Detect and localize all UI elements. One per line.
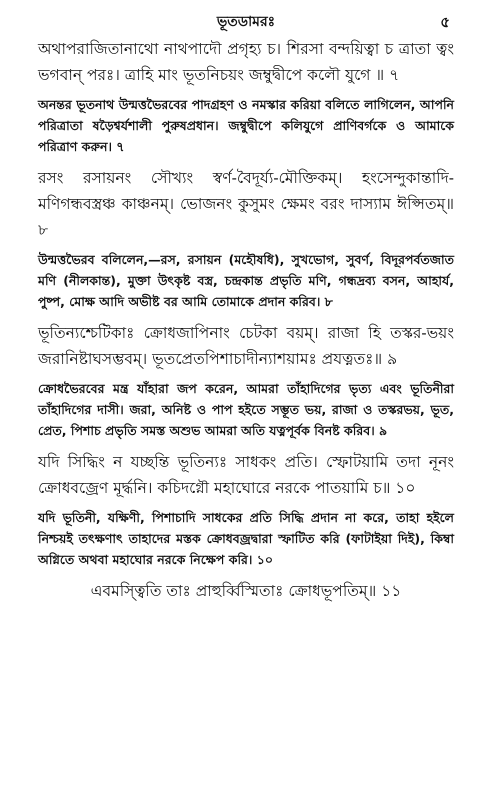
bengali-translation-7: অনন্তর ভূতনাথ উন্মত্তভৈরবের পাদগ্রহণ ও নমস্কার করিয়া বলিতে লাগিলেন, আপনি পরিত্রাতা ষড়ৈশ্বর্যশালী পুরুষপ্রধান। জম্বুদ্বীপে কলিযুগে প্রাণিবর্গকে ও আমাকে পরিত্রাণ করুন। ৭ [38,97,454,154]
sanskrit-verse-10: যদি সিদ্ধিং ন যচ্ছন্তি ভূতিন্যঃ সাধকং প্রতি। স্ফোটয়ামি তদা নূনং ক্রোধবজ্রেণ মূর্দ্ধনি। কচিদগ্নৌ মহাঘোরে নরকে পাতয়ামি চ॥ ১০ [38,453,454,497]
sanskrit-verse-9: ভূতিন্যশ্চেটিকাঃ ক্রোধজাপিনাং চেটকা বয়ম্‌। রাজা হি তস্কর-ভয়ং জরানিষ্টাঘসম্ভবম্‌। ভূতপ্রেতপিশাচাদীন্যাশয়ামঃ প্রযত্নতঃ॥ ৯ [38,324,454,368]
page-number: ৫ [440,13,450,31]
bengali-translation-10: যদি ভূতিনী, যক্ষিণী, পিশাচাদি সাধকের প্রতি সিদ্ধি প্রদান না করে, তাহা হইলে নিশ্চয়ই তৎক্ষণাৎ তাহাদের মস্তক ক্রোধবজ্রদ্বারা স্ফাটিত করি (ফাটাইয়া দিই), কিম্বা অগ্নিতে অথবা মহাঘোর নরকে নিক্ষেপ করি। ১০ [38,510,454,567]
sanskrit-verse-11: এবমস্ত্বিতি তাঃ প্রাহুর্ব্বিস্মিতাঃ ক্রোধভূপতিম্‌॥ ১১ [90,582,402,600]
bengali-translation-9: ক্রোধভৈরবের মন্ত্র যাঁহারা জপ করেন, আমরা তাঁহাদিগের ভৃত্য এবং ভূতিনীরা তাঁহাদিগের দাসী। জরা, অনিষ্ট ও পাপ হইতে সম্ভূত ভয়, রাজা ও তস্করভয়, ভূত, প্রেত, পিশাচ প্রভৃতি সমস্ত অশুভ আমরা অতি যত্নপূর্বক বিনষ্ট করিব। ৯ [38,381,454,438]
running-title: ভূতডামরঃ [216,14,276,30]
sanskrit-verse-7: অথাপরাজিতানাথো নাথপাদৌ প্রগৃহ্য চ। শিরসা বন্দয়িত্বা চ ত্রাতা ত্বং ভগবান্‌ পরঃ। ত্রাহি মাং ভূতনিচয়ং জম্বুদ্বীপে কলৌ যুগে ॥ ৭ [38,40,454,84]
sanskrit-verse-8: রসং রসায়নং সৌখ্যং স্বর্ণ-বৈদূর্য্য-মৌক্তিকম্‌। হংসেন্দুকান্তাদি-মণিগন্ধবস্ত্রঞ্চ কাঞ্চনম্‌। ভোজনং কুসুমং ক্ষেমং বরং দাস্যাম ঈপ্সিতম্‌॥ ৮ [38,169,454,239]
page-header [38,10,454,34]
bengali-translation-8: উন্মত্তভৈরব বলিলেন,—রস, রসায়ন (মহৌষধি), সুখভোগ, সুবর্ণ, বিদূরপর্বতজাত মণি (নীলকান্ত), মুক্তা উৎকৃষ্ট বস্ত্র, চন্দ্রকান্ত প্রভৃতি মণি, গন্ধদ্রব্য বসন, আহার্য, পুষ্প, মোক্ষ আদি অভীষ্ট বর আমি তোমাকে প্রদান করিব। ৮ [38,252,454,309]
